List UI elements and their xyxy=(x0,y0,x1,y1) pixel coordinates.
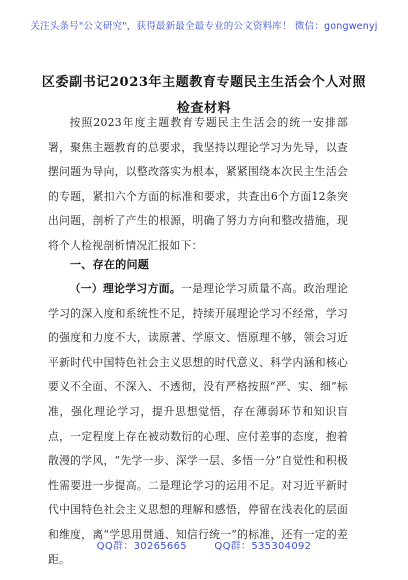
header-promo-banner: 关注头条号"公文研究"，获得最新最全最专业的公文资料库！ 微信：gongwenyj xyxy=(30,21,378,32)
document-title: 区委副书记2023年主题教育专题民主生活会个人对照检查材料 xyxy=(41,75,367,116)
subsection-text: 一是理论学习质量不高。政治理论学习的深入度和系统性不足，持续开展理论学习不经常，学习的强度和力度不大，读原著、学原文、悟原理不够，领会习近平新时代中国特色社会主义思想的时代意义、科学内涵和核心要义不全面、不深入、不透彻，没有严格按照“严、实、细”标准，强化理论学习，提升思想觉悟，存在薄弱环节和知识盲点，一定程度上存在被动数衍的心理、应付差事的态度，抱着散漫的学风，“先学一步、深学一层、多悟一分”自觉性和积极性需要进一步提高。二是理论学习的运用不足。对习近平新时代中国特色社会主义思想的理解和感悟，停留在浅表化的层面和维度，离“学思用贯通、知信行统一”的标准，还有一定的差距。 xyxy=(48,282,349,566)
qq-group-2: QQ群：535304092 xyxy=(214,541,312,552)
section-heading: 一、存在的问题 xyxy=(70,258,150,271)
qq-group-1: QQ群：30265665 xyxy=(96,541,187,552)
intro-paragraph: 按照2023年度主题教育专题民主生活会的统一安排部署，聚焦主题教育的总要求，我坚持以理论学习为先导，以查摆问题为导向，以整改落实为根本，紧紧围绕本次民主生活会的专题，紧扣六个方面的标准和要求，共查出6个方面12条突出问题，剖析了产生的根源，明确了努力方向和整改措施，现将个人检视剖析情况汇报如下： xyxy=(48,116,348,252)
subsection-paragraph xyxy=(48,277,348,572)
subsection-label: （一）理论学习方面。 xyxy=(69,282,181,295)
footer-qq-banner xyxy=(0,537,408,552)
